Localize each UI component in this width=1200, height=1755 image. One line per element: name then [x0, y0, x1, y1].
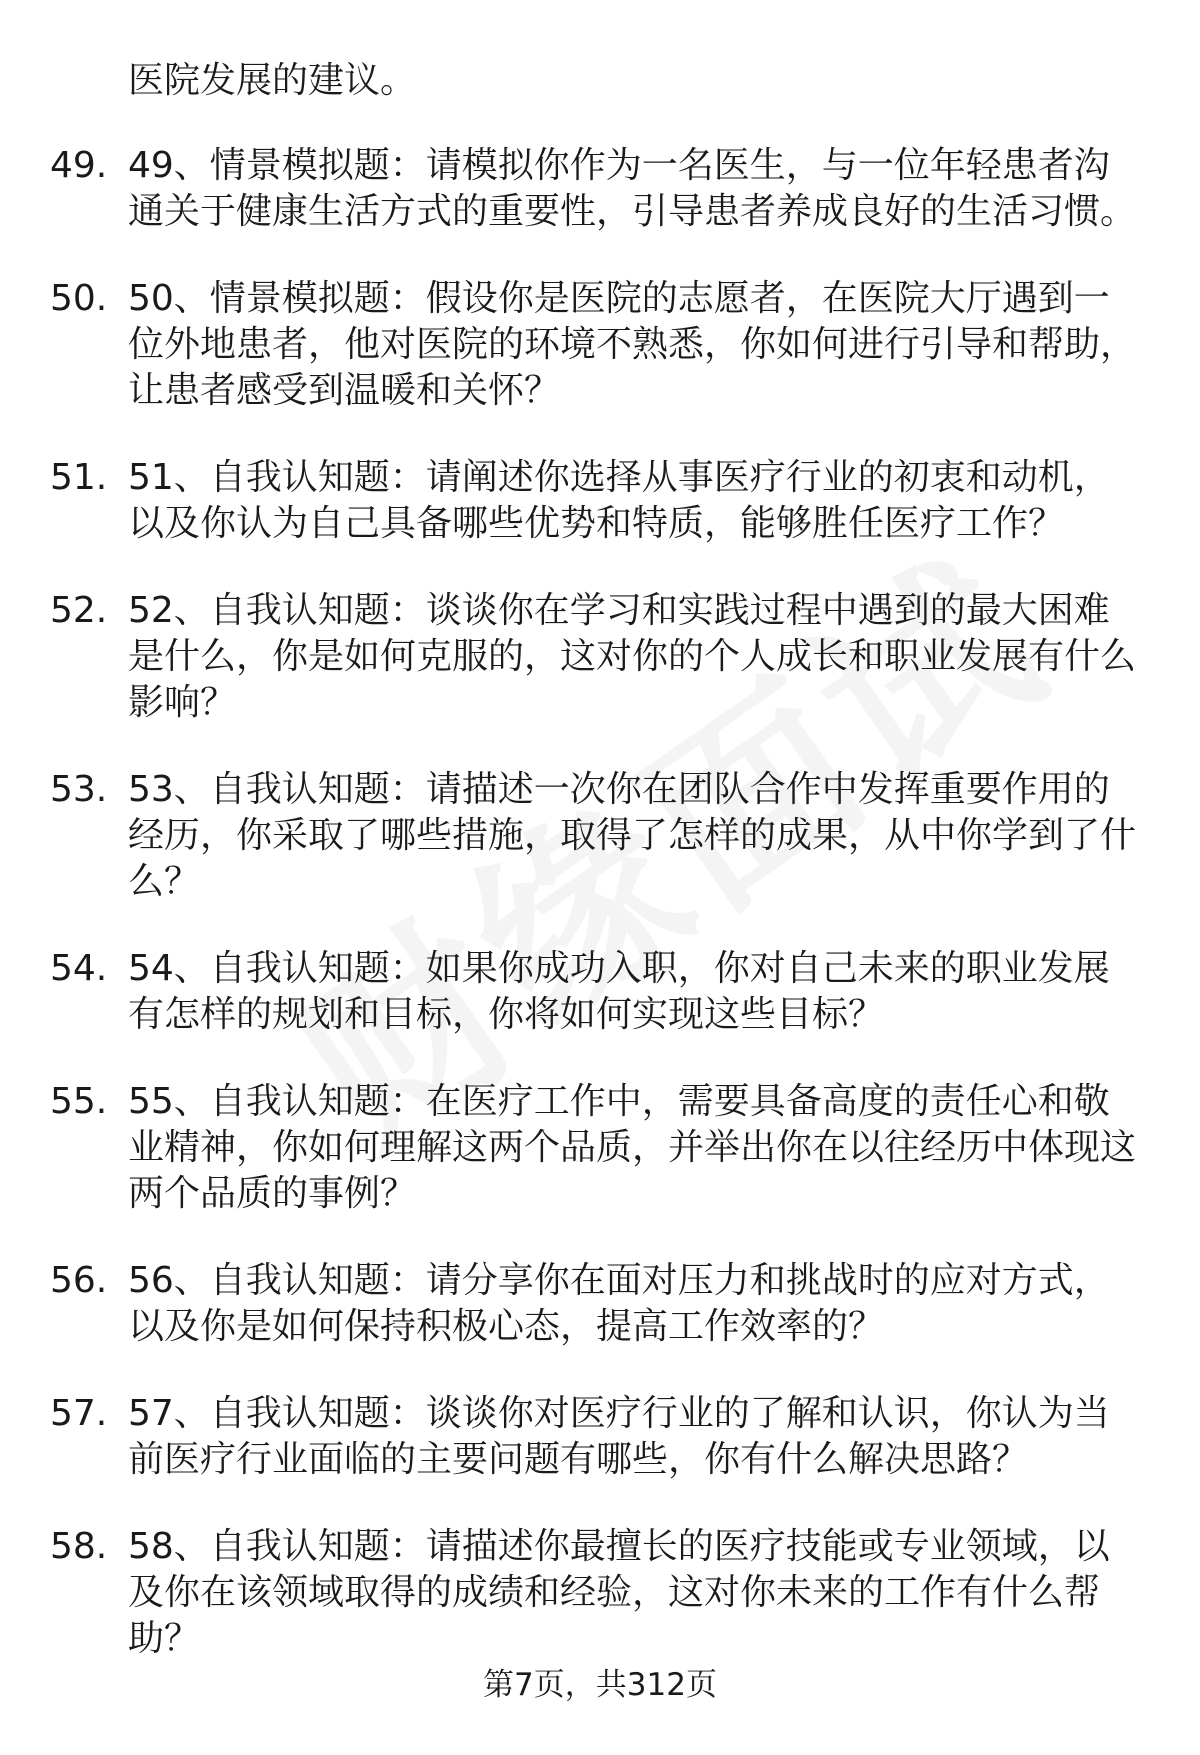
question-number: 56.: [50, 1260, 108, 1301]
question-item: [0, 143, 1200, 235]
question-item: [0, 276, 1200, 414]
question-number: 52.: [50, 590, 108, 631]
question-number: 57.: [50, 1393, 108, 1434]
question-text: 57、自我认知题：谈谈你对医疗行业的了解和认识，你认为当前医疗行业面临的主要问题有哪些，你有什么解决思路？: [128, 1393, 1110, 1480]
question-number: 51.: [50, 457, 108, 498]
continuation-text: 医院发展的建议。: [128, 60, 417, 101]
question-text: 58、自我认知题：请描述你最擅长的医疗技能或专业领域，以及你在该领域取得的成绩和经验，这对你未来的工作有什么帮助？: [128, 1526, 1110, 1659]
question-number: 55.: [50, 1081, 108, 1122]
question-item: [0, 767, 1200, 905]
question-number: 58.: [50, 1526, 108, 1567]
question-text: 54、自我认知题：如果你成功入职，你对自己未来的职业发展有怎样的规划和目标，你将如何实现这些目标？: [128, 948, 1110, 1035]
page-footer: 第7页，共312页: [483, 1667, 717, 1703]
question-number: 49.: [50, 145, 108, 186]
question-text: 51、自我认知题：请阐述你选择从事医疗行业的初衷和动机，以及你认为自己具备哪些优势和特质，能够胜任医疗工作？: [128, 457, 1110, 544]
question-number: 54.: [50, 948, 108, 989]
question-item: [0, 455, 1200, 547]
question-text: 49、情景模拟题：请模拟你作为一名医生，与一位年轻患者沟通关于健康生活方式的重要性，引导患者养成良好的生活习惯。: [128, 145, 1137, 232]
question-text: 53、自我认知题：请描述一次你在团队合作中发挥重要作用的经历，你采取了哪些措施，取得了怎样的成果，从中你学到了什么？: [128, 769, 1137, 902]
question-text: 56、自我认知题：请分享你在面对压力和挑战时的应对方式，以及你是如何保持积极心态，提高工作效率的？: [128, 1260, 1110, 1347]
question-item: [0, 1524, 1200, 1662]
question-item: [0, 946, 1200, 1038]
question-item: [0, 588, 1200, 726]
question-text: 52、自我认知题：谈谈你在学习和实践过程中遇到的最大困难是什么，你是如何克服的，这对你的个人成长和职业发展有什么影响？: [128, 590, 1137, 723]
question-item: [0, 1391, 1200, 1483]
question-number: 53.: [50, 769, 108, 810]
question-list: [0, 143, 1200, 1703]
question-item: [0, 1079, 1200, 1217]
question-text: 55、自我认知题：在医疗工作中，需要具备高度的责任心和敬业精神，你如何理解这两个品质，并举出你在以往经历中体现这两个品质的事例？: [128, 1081, 1137, 1214]
question-item: [0, 1258, 1200, 1350]
question-text: 50、情景模拟题：假设你是医院的志愿者，在医院大厅遇到一位外地患者，他对医院的环境不熟悉，你如何进行引导和帮助，让患者感受到温暖和关怀？: [128, 278, 1137, 411]
question-number: 50.: [50, 278, 108, 319]
